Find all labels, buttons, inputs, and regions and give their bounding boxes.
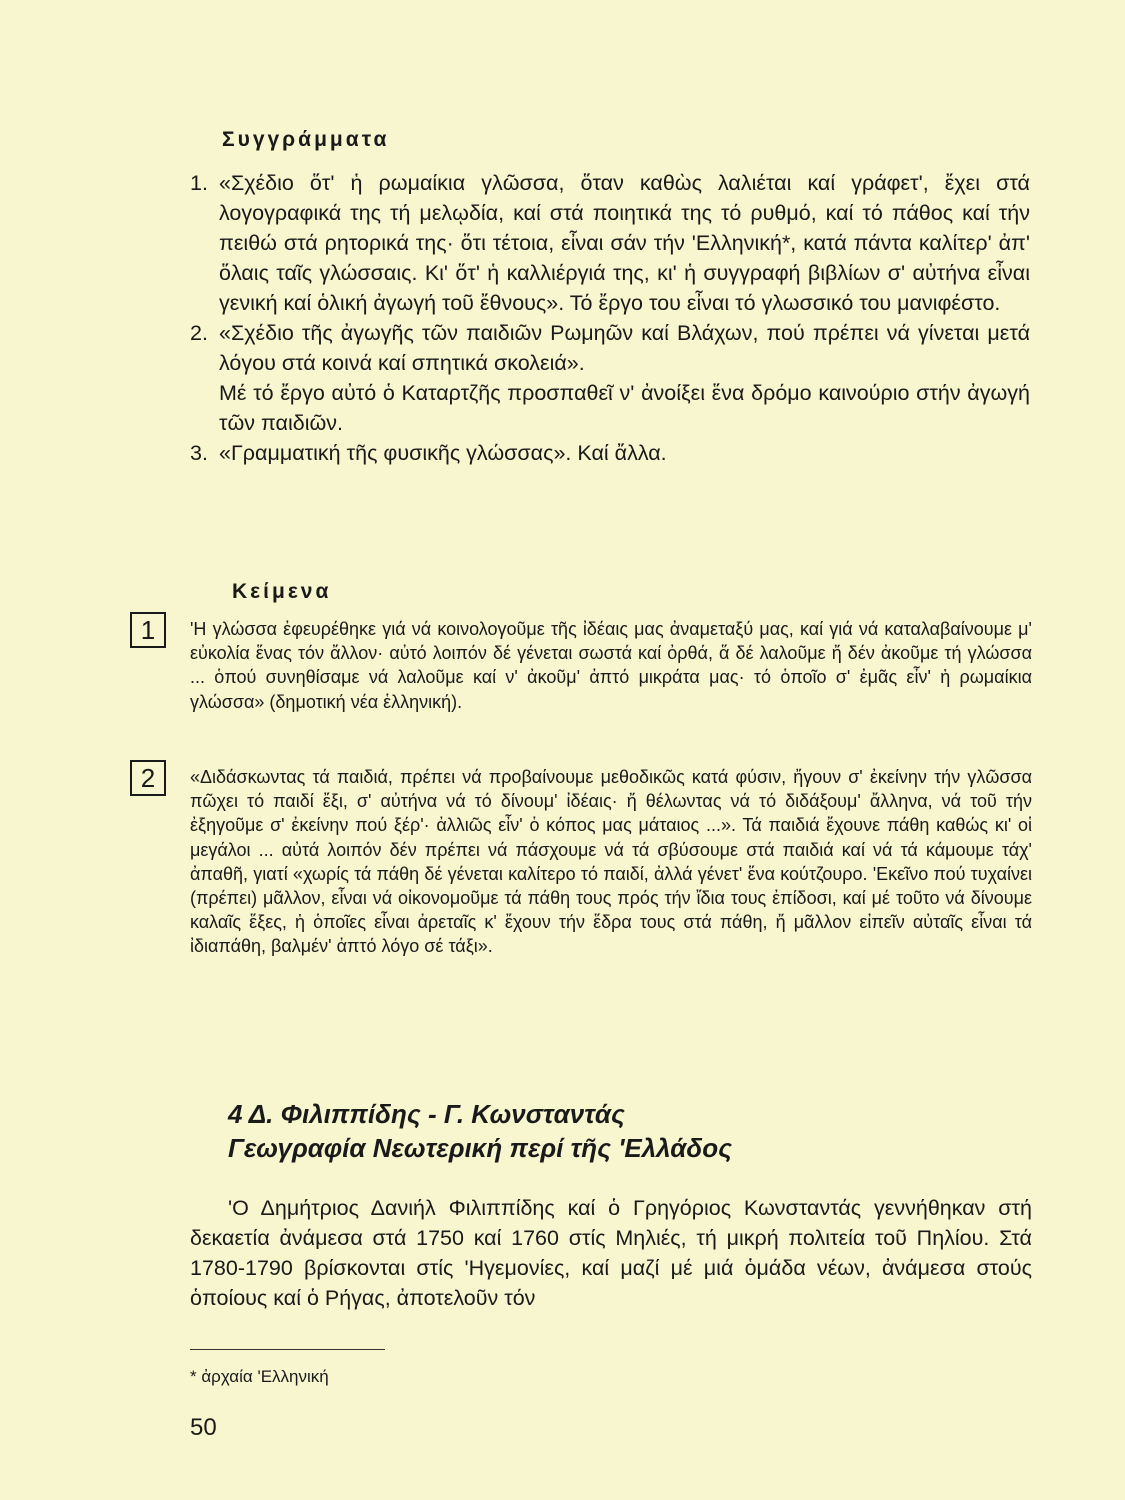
section-heading-works: Συγγράμματα — [222, 128, 390, 151]
page-number: 50 — [190, 1414, 217, 1441]
excerpt-label-box: 2 — [130, 760, 166, 796]
excerpt-text: 'Η γλώσσα ἐφευρέθηκε γιά νά κοινολογοῦμε τῆς ἰδέαις μας ἀναμεταξύ μας, καί γιά νά καταλαβαίνουμε μ' εὐκολία ἕνας τόν ἄλλον· αὐτό λοιπόν δέ γένεται σωστά καί ὀρθά, ἅ δέ λαλοῦμε ἤ δέν ἀκοῦμε τή γλώσσα ... ὁπού συνηθίσαμε νά λαλοῦμε καί ν' ἀκοῦμ' ἀπτό μικράτα μας· τό ὁποῖο σ' ἐμᾶς εἶν' ἡ ρωμαίκια γλώσσα» (δημοτική νέα ἑλληνική). — [190, 619, 1032, 712]
list-item — [190, 438, 1030, 468]
list-item — [190, 168, 1030, 318]
chapter-authors: 4 Δ. Φιλιππίδης - Γ. Κωνσταντάς — [228, 1099, 625, 1129]
work-text: «Σχέδιο τῆς ἀγωγῆς τῶν παιδιῶν Ρωμηῶν καί Βλάχων, πού πρέπει νά γίνεται μετά λόγου στά κοινά καί σπητικά σκολειά». — [219, 321, 1030, 375]
excerpt-label-box: 1 — [130, 612, 166, 648]
intro-paragraph: 'Ο Δημήτριος Δανιήλ Φιλιππίδης καί ὁ Γρηγόριος Κωνσταντάς γεννήθηκαν στή δεκαετία ἀνάμεσα στά 1750 καί 1760 στίς Μηλιές, τή μικρή πολιτεία τοῦ Πηλίου. Στά 1780-1790 βρίσκονται στίς 'Ηγεμονίες, καί μαζί μέ μιά ὁμάδα νέων, ἀνάμεσα στούς ὁποίους καί ὁ Ρήγας, ἀποτελοῦν τόν — [190, 1196, 1032, 1310]
work-number: 1. — [190, 171, 208, 195]
work-text: «Σχέδιο ὅτ' ἡ ρωμαίκια γλῶσσα, ὅταν καθὼς λαλιέται καί γράφετ', ἔχει στά λογογραφικά της τή μελῳδία, καί στά ποιητικά της τό ρυθμό, καί τό πάθος καί τήν πειθώ στά ρητορικά της· ὅτι τέτοια, εἶναι σάν τήν 'Ελληνική*, κατά πάντα καλίτερ' ἀπ' ὅλαις ταῖς γλώσσαις. Κι' ὅτ' ἡ καλλιέργιά της, κι' ἡ συγγραφή βιβλίων σ' αὐτήνα εἶναι γενική καί ὁλική ἀγωγή τοῦ ἔθνους». Τό ἔργο του εἶναι τό γλωσσικό του μανιφέστο. — [219, 171, 1030, 315]
works-list — [190, 168, 1030, 468]
chapter-title: Γεωγραφία Νεωτερική περί τῆς 'Ελλάδος — [228, 1133, 732, 1163]
excerpt-text: «Διδάσκωντας τά παιδιά, πρέπει νά προβαίνουμε μεθοδικῶς κατά φύσιν, ἤγουν σ' ἐκείνην τήν γλῶσσα πῶχει τό παιδί ἔξι, σ' αὐτήνα νά τό δίνουμ' ἰδέαις· ἤ θέλωντας νά τό διδάξουμ' ἄλληνα, νά τοῦ τήν ἐξηγοῦμε σ' ἐκείνην πού ξέρ'· ἀλλιῶς εἶν' ὁ κόπος μας μάταιος ...». Τά παιδιά ἔχουνε πάθη καθώς κι' οἱ μεγάλοι ... αὐτά λοιπόν δέν πρέπει νά πάσχουμε νά τά σβύσουμε στά παιδιά καί νά τά κάμουμε τάχ' ἀπαθῆ, γιατί «χωρίς τά πάθη δέ γένεται καλίτερο τό παιδί, ἀλλά γένετ' ἕνα κούτζουρο. 'Εκεῖνο πού τυχαίνει (πρέπει) μᾶλλον, εἶναι νά οἰκονομοῦμε τά πάθη τους πρός τήν ἴδια τους ἐπίδοσι, καί μέ τοῦτο νά δίνουμε καλαῖς ἕξες, ἡ ὁποῖες εἶναι ἀρεταῖς κ' ἔχουν τήν ἕδρα τους στά πάθη, ἤ μᾶλλον εἰπεῖν αὐταῖς εἶναι τά ἰδιαπάθη, βαλμέν' ἀπτό λόγο σέ τάξι». — [190, 767, 1032, 957]
work-number: 3. — [190, 441, 208, 465]
section-heading-texts: Κείμενα — [232, 580, 332, 603]
footnote: * ἀρχαία 'Ελληνική — [190, 1367, 329, 1386]
work-text: «Γραμματική τῆς φυσικῆς γλώσσας». Καί ἄλλα. — [219, 441, 667, 465]
chapter-heading — [228, 1097, 732, 1165]
work-note: Μέ τό ἔργο αὐτό ὁ Καταρτζῆς προσπαθεῖ ν' ἀνοίξει ἕνα δρόμο καινούριο στήν ἀγωγή τῶν παιδιῶν. — [219, 381, 1030, 435]
list-item — [190, 318, 1030, 438]
work-number: 2. — [190, 321, 208, 345]
footnote-divider — [190, 1349, 385, 1350]
